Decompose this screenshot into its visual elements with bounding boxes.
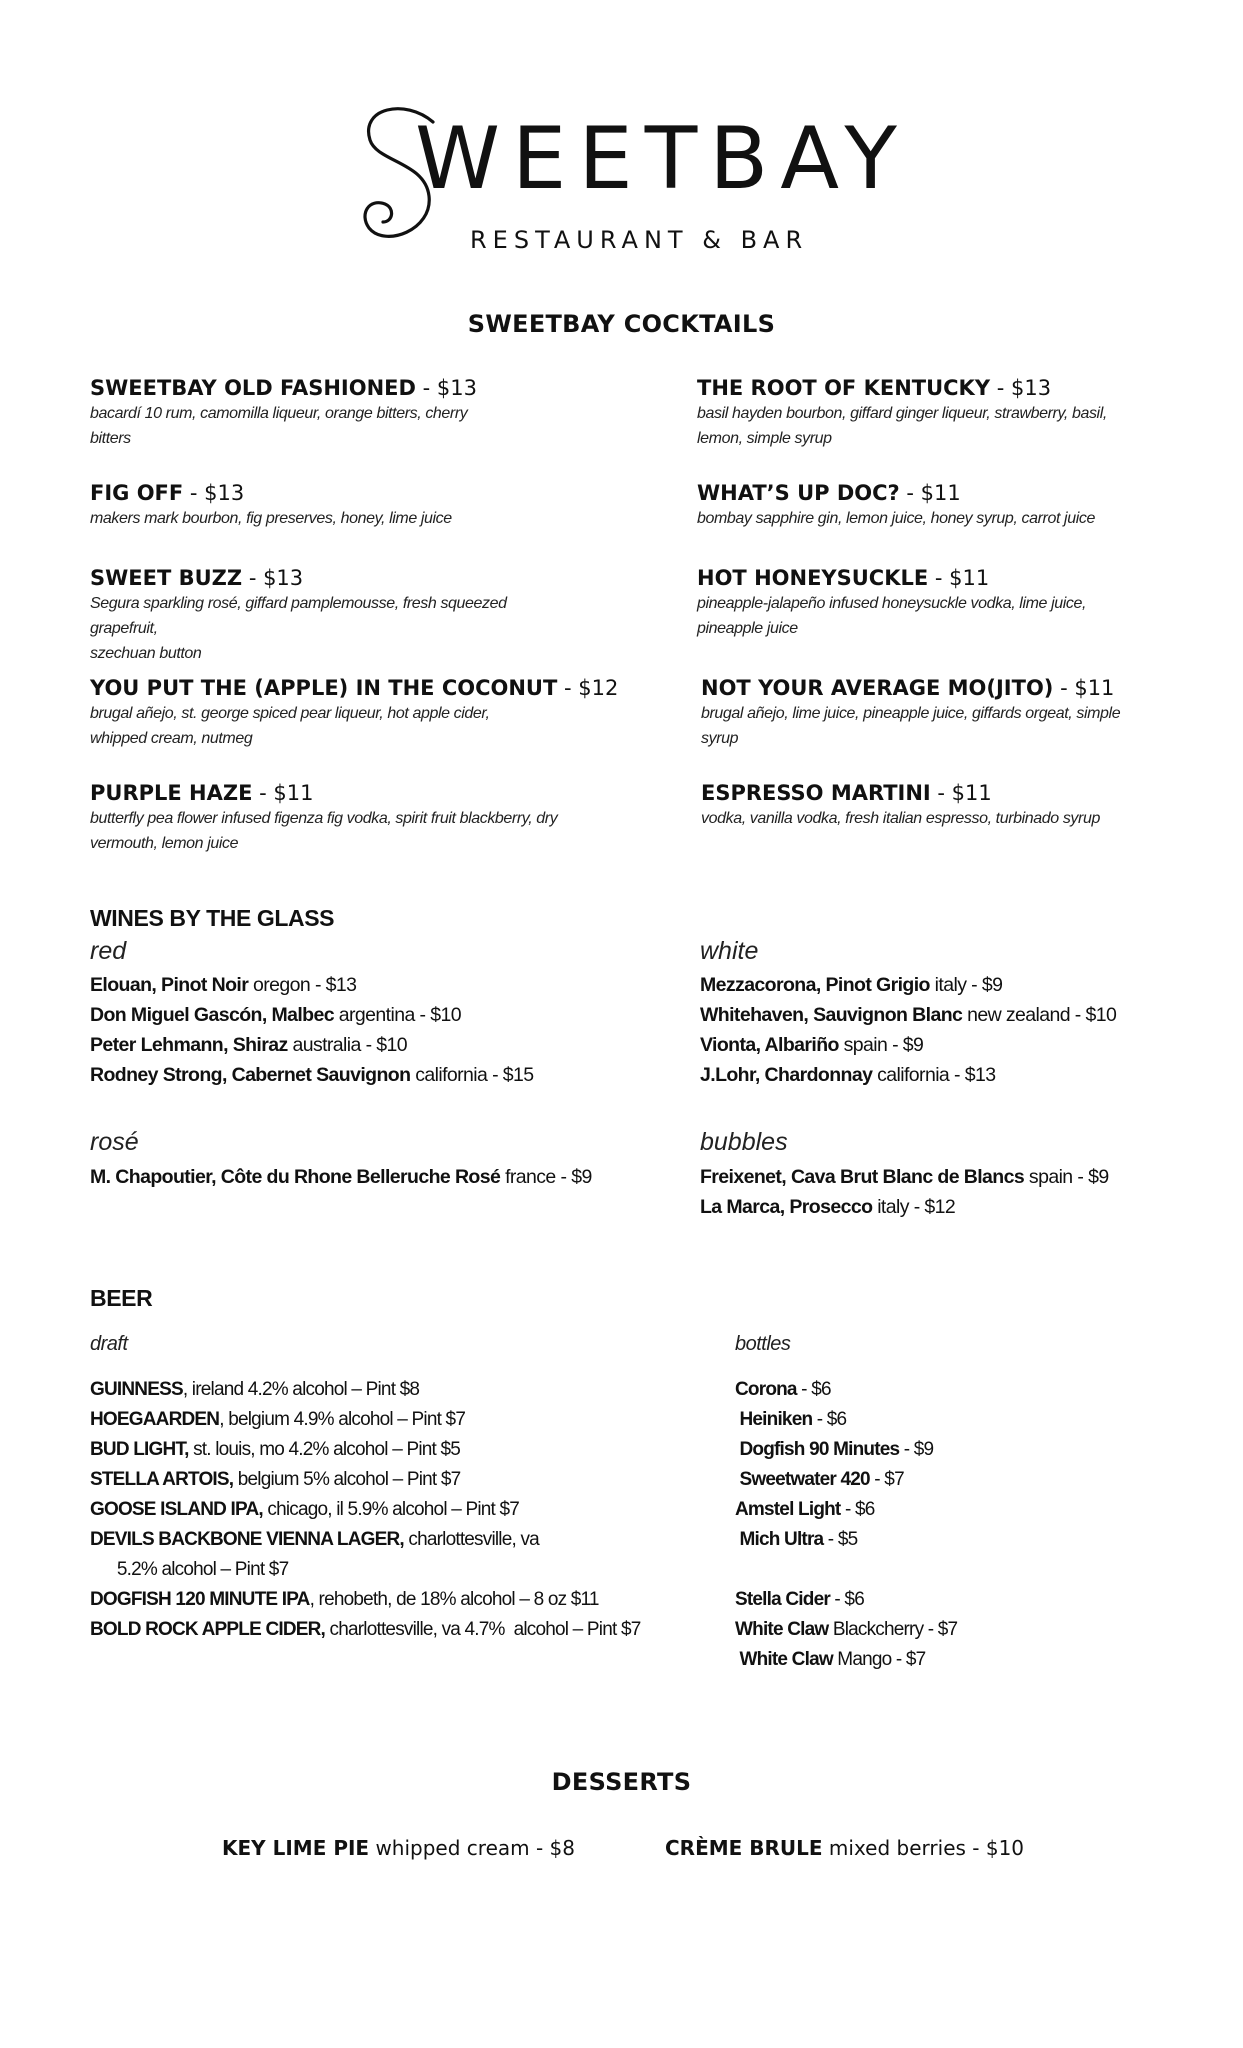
wine-name: M. Chapoutier, Côte du Rhone Belleruche Rosé [90,1166,501,1188]
beer-title: BEER [90,1285,153,1311]
wine-origin-price: australia - $10 [287,1034,408,1056]
dessert-name: KEY LIME PIE [222,1836,370,1860]
cocktail-price: - $12 [557,676,619,700]
beer-name: GUINNESS [90,1379,183,1400]
cocktail-description: bombay sapphire gin, lemon juice, honey syrup, carrot juice [697,510,1095,527]
wine-list-rose [90,1162,592,1192]
beer-name: Dogfish 90 Minutes [735,1439,900,1460]
wine-item [90,1030,534,1060]
cocktail-name: NOT YOUR AVERAGE MO(JITO) [701,676,1054,700]
cocktail-item [697,375,1167,451]
cocktail-item [90,780,560,856]
logo-name: WEETBAY [415,109,909,209]
beer-detail: , ireland 4.2% alcohol – Pint $8 [182,1379,420,1400]
cocktail-price: - $13 [183,481,245,505]
wine-list-white [700,970,1116,1090]
beer-detail: - $6 [840,1499,875,1520]
beer-item [735,1645,957,1675]
beer-item [90,1555,641,1585]
beer-detail: Blackcherry - $7 [828,1619,958,1640]
beer-detail: charlottesville, va [403,1529,539,1550]
cocktail-name-line [90,675,619,701]
cocktail-name: HOT HONEYSUCKLE [697,566,929,590]
beer-list-bottles [735,1375,957,1675]
cocktail-name: WHAT’S UP DOC? [697,481,900,505]
beer-name: HOEGAARDEN [90,1409,220,1430]
cocktail-price: - $11 [1053,676,1115,700]
beer-name: White Claw [735,1649,833,1670]
cocktail-name: THE ROOT OF KENTUCKY [697,376,991,400]
beer-category-draft: draft [90,1333,128,1355]
wine-origin-price: italy - $12 [872,1196,956,1218]
wine-origin-price: italy - $9 [929,974,1003,996]
beer-item [735,1375,957,1405]
cocktail-name-line [701,675,1171,701]
beer-name: Stella Cider [735,1589,830,1610]
beer-item [735,1585,957,1615]
beer-detail: 5.2% alcohol – Pint $7 [90,1559,289,1580]
wine-name: Freixenet, Cava Brut Blanc de Blancs [700,1166,1025,1188]
logo-graphic [355,100,915,260]
beer-detail: belgium 5% alcohol – Pint $7 [233,1469,461,1490]
beer-detail: charlottesville, va 4.7% alcohol – Pint $7 [325,1619,641,1640]
dessert-detail: mixed berries - $10 [822,1836,1025,1860]
cocktail-name: YOU PUT THE (APPLE) IN THE COCONUT [90,676,558,700]
beer-list-draft [90,1375,641,1645]
beer-detail: - $6 [796,1379,831,1400]
sweetbay-logo [355,100,915,260]
wine-item [700,970,1116,1000]
beer-item [735,1615,957,1645]
cocktail-description: lemon, simple syrup [697,430,832,447]
beer-detail: - $6 [829,1589,864,1610]
cocktail-description: brugal añejo, st. george spiced pear liqueur, hot apple cider, [90,705,490,722]
wine-origin-price: spain - $9 [1024,1166,1109,1188]
cocktail-item [697,480,1167,531]
beer-item [90,1615,641,1645]
beer-name: BOLD ROCK APPLE CIDER, [90,1619,326,1640]
wine-origin-price: california - $15 [410,1064,534,1086]
beer-item [90,1375,641,1405]
beer-detail: - $6 [812,1409,847,1430]
cocktail-name-line [697,375,1167,401]
cocktail-description: makers mark bourbon, fig preserves, honey, lime juice [90,510,452,527]
cocktail-name-line [90,565,560,591]
wine-category-rose: rosé [90,1128,139,1156]
dessert-key-lime-pie [222,1836,575,1860]
cocktail-description: szechuan button [90,645,202,662]
wine-name: Don Miguel Gascón, Malbec [90,1004,334,1026]
cocktail-name-line [697,565,1167,591]
beer-detail: - $5 [823,1529,858,1550]
wine-category-white: white [700,937,759,965]
wine-item [700,1162,1109,1192]
wine-origin-price: france - $9 [500,1166,592,1188]
logo-tagline: RESTAURANT & BAR [470,226,809,254]
wine-item [700,1192,1109,1222]
beer-item [735,1555,957,1585]
beer-item [735,1495,957,1525]
wine-category-bubbles: bubbles [700,1128,788,1156]
cocktail-name-line [90,375,560,401]
cocktail-item [701,675,1171,751]
cocktail-description: bacardí 10 rum, camomilla liqueur, orange bitters, cherry [90,405,468,422]
cocktail-price: - $13 [415,376,477,400]
beer-name: Sweetwater 420 [735,1469,870,1490]
cocktail-price: - $11 [928,566,990,590]
beer-name: DOGFISH 120 MINUTE IPA [90,1589,310,1610]
cocktail-description: brugal añejo, lime juice, pineapple juice, giffards orgeat, simple [701,705,1121,722]
cocktail-description: pineapple juice [697,620,798,637]
beer-item [90,1465,641,1495]
cocktail-item [697,565,1167,641]
wine-origin-price: new zealand - $10 [962,1004,1117,1026]
wine-item [700,1000,1116,1030]
wine-item [90,1060,534,1090]
cocktail-description: bitters [90,430,131,447]
beer-detail: Mango - $7 [832,1649,926,1670]
beer-name: DEVILS BACKBONE VIENNA LAGER, [90,1529,404,1550]
wine-origin-price: oregon - $13 [248,974,357,996]
cocktail-description: vodka, vanilla vodka, fresh italian espresso, turbinado syrup [701,810,1100,827]
beer-detail: , belgium 4.9% alcohol – Pint $7 [219,1409,466,1430]
beer-detail: st. louis, mo 4.2% alcohol – Pint $5 [188,1439,461,1460]
beer-item [90,1435,641,1465]
wine-list-red [90,970,534,1090]
cocktail-name: PURPLE HAZE [90,781,253,805]
cocktail-price: - $13 [990,376,1052,400]
wine-name: Rodney Strong, Cabernet Sauvignon [90,1064,411,1086]
cocktail-description: butterfly pea flower infused figenza fig vodka, spirit fruit blackberry, dry [90,810,558,827]
dessert-detail: whipped cream - $8 [369,1836,575,1860]
cocktail-name-line [90,480,560,506]
cocktail-item [90,480,560,531]
cocktails-title: SWEETBAY COCKTAILS [467,310,776,338]
wine-name: Vionta, Albariño [700,1034,839,1056]
beer-name: Mich Ultra [735,1529,824,1550]
beer-detail: chicago, il 5.9% alcohol – Pint $7 [262,1499,520,1520]
wine-name: Whitehaven, Sauvignon Blanc [700,1004,963,1026]
wine-name: J.Lohr, Chardonnay [700,1064,873,1086]
cocktail-name: ESPRESSO MARTINI [701,781,931,805]
beer-detail: - $7 [869,1469,904,1490]
beer-item [735,1435,957,1465]
wine-origin-price: argentina - $10 [333,1004,461,1026]
beer-name: White Claw [735,1619,829,1640]
cocktail-description: Segura sparkling rosé, giffard pamplemousse, fresh squeezed grapefruit, [90,595,507,637]
cocktail-name: FIG OFF [90,481,184,505]
cocktail-name-line [697,480,1167,506]
beer-item [735,1465,957,1495]
beer-name: Heiniken [735,1409,813,1430]
cocktail-description: pineapple-jalapeño infused honeysuckle vodka, lime juice, [697,595,1087,612]
beer-item [90,1585,641,1615]
wine-category-red: red [90,937,127,965]
beer-detail: - $9 [899,1439,934,1460]
cocktail-name: SWEET BUZZ [90,566,243,590]
wine-list-bubbles [700,1162,1109,1222]
cocktail-description: syrup [701,730,739,747]
wine-name: La Marca, Prosecco [700,1196,873,1218]
cocktail-description: whipped cream, nutmeg [90,730,253,747]
wine-item [90,1000,534,1030]
wine-item [700,1030,1116,1060]
wine-name: Mezzacorona, Pinot Grigio [700,974,930,996]
cocktail-item [90,675,619,751]
wine-origin-price: spain - $9 [838,1034,924,1056]
beer-name: Amstel Light [735,1499,841,1520]
wine-item [700,1060,1116,1090]
beer-detail: , rehobeth, de 18% alcohol – 8 oz $11 [309,1589,599,1610]
wine-item [90,1162,592,1192]
dessert-name: CRÈME BRULE [665,1836,823,1860]
cocktail-description: basil hayden bourbon, giffard ginger liqueur, strawberry, basil, [697,405,1107,422]
dessert-creme-brule [665,1836,1024,1860]
desserts-title: DESSERTS [551,1768,692,1796]
cocktail-name-line [90,780,560,806]
cocktail-name-line [701,780,1171,806]
beer-item [90,1405,641,1435]
wine-name: Elouan, Pinot Noir [90,974,249,996]
beer-name: Corona [735,1379,797,1400]
beer-name: BUD LIGHT, [90,1439,189,1460]
beer-name: GOOSE ISLAND IPA, [90,1499,263,1520]
wine-origin-price: california - $13 [872,1064,996,1086]
beer-item [735,1405,957,1435]
cocktail-price: - $11 [899,481,961,505]
cocktail-name: SWEETBAY OLD FASHIONED [90,376,416,400]
wine-name: Peter Lehmann, Shiraz [90,1034,288,1056]
wine-item [90,970,534,1000]
cocktail-description: vermouth, lemon juice [90,835,239,852]
wines-title: WINES BY THE GLASS [90,905,335,931]
beer-category-bottles: bottles [735,1333,791,1355]
cocktail-item [701,780,1171,831]
beer-item [90,1525,641,1555]
beer-item [90,1495,641,1525]
beer-name: STELLA ARTOIS, [90,1469,234,1490]
cocktail-item [90,565,560,666]
cocktail-item [90,375,560,451]
cocktail-price: - $13 [242,566,304,590]
beer-item [735,1525,957,1555]
cocktail-price: - $11 [930,781,992,805]
cocktail-price: - $11 [252,781,314,805]
